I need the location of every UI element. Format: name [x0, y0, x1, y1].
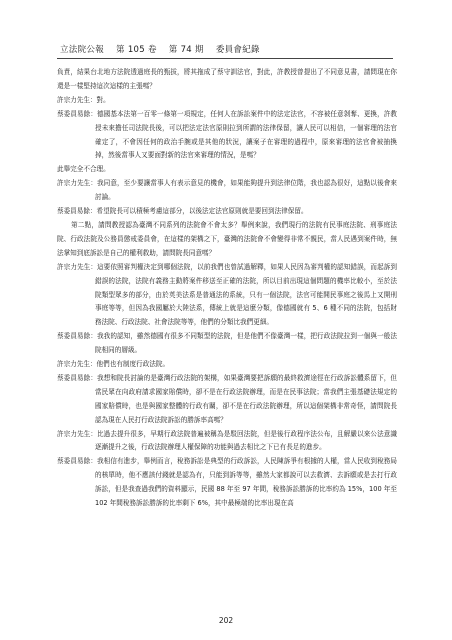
transcript-paragraph: 許宗力先生：比過去提升很多，早期行政法院普遍被稱為是駁回法院，但是後行政程序法公布，且解嚴以來公法意識逐漸提升之後，行政法院辦理人權保障的功能與過去相比之下已有長足的進步。 — [57, 429, 397, 452]
transcript-body — [57, 66, 397, 511]
transcript-paragraph: 此舉完全不合理。 — [57, 165, 110, 174]
transcript-paragraph: 蔡委員易餘：我我的認知，雖然德國有很多不同類型的法院，但是他們不像臺灣一樣，把行政法院拉到一個與一般法院相同的層級。 — [57, 332, 397, 355]
transcript-paragraph: 許宗力先生：對。 — [57, 95, 110, 104]
transcript-paragraph: 許宗力先生：這要依照審判權決定到哪個法院，以前我們也曾試過解釋，如果人民因為審判權的認知錯誤，而起訴到錯誤的法院，法院有義務主動將案件移送至正確的法院，所以目前出現這個問題的機率比較小，至於法院類型眾多的部分，由於英美法系是普通法的系統，只有一個法院，法官可能開民事庭之後馬上又開刑事庭等等，但因為我國屬於大陸法系，傳統上就是這麼分類，像德國就有 5、6 種不同的法院，包括財務法院、行政法院、社會法院等等，他們的分類比我們更細。 — [57, 262, 397, 327]
transcript-paragraph: 許宗力先生：他們也有制度行政法院。 — [57, 360, 170, 369]
header-divider — [57, 58, 393, 59]
section-name: 委員會紀錄 — [215, 45, 260, 55]
transcript-paragraph: 蔡委員易餘：希望院長可以積極考慮這部分，以後法定法官原則就是要回到法律保留。 — [57, 207, 308, 216]
transcript-paragraph: 許宗力先生：我同意，至少要讓當事人有表示意見的機會，如果能夠提升到法律位階，我也認為很好，這點以後會來討論。 — [57, 179, 397, 202]
transcript-paragraph: 蔡委員易餘：德國基本法第一百零一條第一項規定，任何人在訴訟案件中的法定法官，不容被任意剝奪、更換，許教授未來擔任司法院長後，可以把法定法官原則拉到所謂的法律保留，讓人民可以相信，一個審理的法官確定了，不會因任何的政治手腕或是其他的狀況，讓案子在審理的過程中，原來審理的法官會被抽換掉，然後當事人又要面對新的法官來審理的情況，是嗎？ — [57, 109, 397, 160]
transcript-paragraph: 負責，結果台北地方法院透過庭長的甄拔，將其拖成了蔡守訓法官，對此，許教授曾提出了不同意見書，請問現在你還是一樣堅持這次這樣的主張嗎？ — [57, 68, 397, 90]
page-number: 202 — [218, 616, 234, 625]
page-header — [60, 43, 360, 55]
transcript-paragraph: 第二點，請問教授認為臺灣不同系列的法院會不會太多？舉例來說，我們現行的法院有民事庭法院、刑事庭法院、行政法院及公務員懲戒委員會，在這樣的架構之下，臺灣的法院會不會變得非常不親民，當人民遇到案件時，無法掌知到底訴訟是自己的權利救助，請問院長同意嗎？ — [57, 220, 397, 257]
volume-number: 第 105 卷 — [116, 45, 157, 55]
issue-number: 第 74 期 — [168, 45, 204, 55]
transcript-paragraph: 蔡委員易餘：我想和院長討論的是臺灣行政法院的架構，如果臺灣要把訴願的最終救濟途徑在行政訴訟體系留下，但當民眾在向政府請求國家賠償時，卻不是在行政法院辦理，而是在民事法院；當我們主張基礎法規定的國家賠償時，也是與國家整體的行政有關，卻不是在行政法院辦理，所以這個架構非常奇怪，請問院長認為現在人民打行政法院訴訟的勝訴率高嗎？ — [57, 373, 397, 424]
transcript-paragraph: 蔡委員易餘：我相信有進步，舉例而言，稅務訴訟是典型的行政訴訟，人民陳訴爭有根據的人權，當人民收到稅務局的核單時，他不應該付錢就是認為有，只能到訴等等，雖然大家都說可以去救濟、去訴願或是去打行政訴訟，但是我查過我們的資料顯示，民國 88 年至 97 年間，稅務訴訟勝訴的比率約為 15%，100 年至 102 年間稅務訴訟勝訴的比率剩下 6%，其中最極端的比率出現在高 — [57, 457, 397, 508]
publication-name: 立法院公報 — [60, 45, 105, 55]
